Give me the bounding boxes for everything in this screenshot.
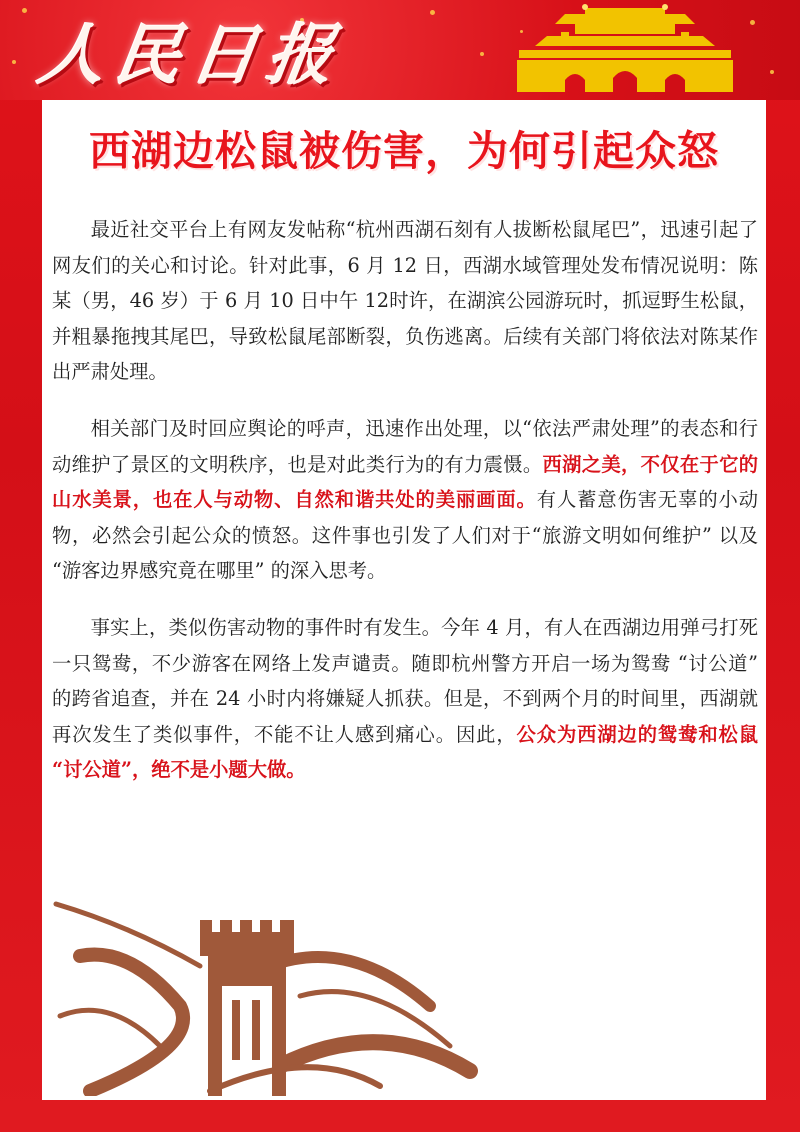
newspaper-logo: 人民日报 xyxy=(33,16,349,94)
sparkle-dot xyxy=(750,20,755,25)
paragraph-text: 相关部门及时回应舆论的呼声，迅速作出处理，以“依法严肃处理”的表态和行动维护了景区的文明秩序，也是对此类行为的有力震慑。 xyxy=(52,416,758,476)
paragraph-text: 最近社交平台上有网友发帖称“杭州西湖石刻有人拔断松鼠尾巴”，迅速引起了网友们的关心和讨论。针对此事，6 月 12 日，西湖水域管理处发布情况说明：陈某（男，46 岁）于 6 月 10 日中午 12时许，在湖滨公园游玩时，抓逗野生松鼠，并粗暴拖拽其尾巴，导致松鼠尾部断裂，负伤逃离。后续有关部门将依法对陈某作出严肃处理。 xyxy=(52,218,758,384)
article-body xyxy=(52,212,758,809)
masthead xyxy=(0,0,800,100)
paragraph xyxy=(52,212,758,390)
sparkle-dot xyxy=(480,52,484,56)
highlighted-text: 公众为西湖边的鸳鸯和松鼠 “讨公道”，绝不是小题大做。 xyxy=(52,722,759,782)
paragraph xyxy=(52,610,758,788)
sparkle-dot xyxy=(770,70,774,74)
article-headline: 西湖边松鼠被伤害，为何引起众怒 xyxy=(89,127,719,175)
paragraph xyxy=(52,411,758,589)
sparkle-dot xyxy=(12,60,16,64)
article-panel xyxy=(42,100,766,1100)
sparkle-dot xyxy=(22,8,27,13)
highlighted-text: 西湖之美，不仅在于它的山水美景，也在人与动物、自然和谐共处的美丽画面。 xyxy=(52,452,759,512)
sparkle-dot xyxy=(430,10,435,15)
great-wall-icon xyxy=(50,896,480,1096)
tiananmen-gate-icon xyxy=(515,4,735,92)
paragraph-text: 有人蓄意伤害无辜的小动物，必然会引起公众的愤怒。这件事也引发了人们对于“旅游文明如何维护” 以及 “游客边界感究竟在哪里” 的深入思考。 xyxy=(52,488,759,583)
paragraph-text: 事实上，类似伤害动物的事件时有发生。今年 4 月，有人在西湖边用弹弓打死一只鸳鸯，不少游客在网络上发声谴责。随即杭州警方开启一场为鸳鸯 “讨公道” 的跨省追查，并在 24 小时内将嫌疑人抓获。但是，不到两个月的时间里，西湖就再次发生了类似事件，不能不让人感到痛心。因此， xyxy=(52,615,758,746)
